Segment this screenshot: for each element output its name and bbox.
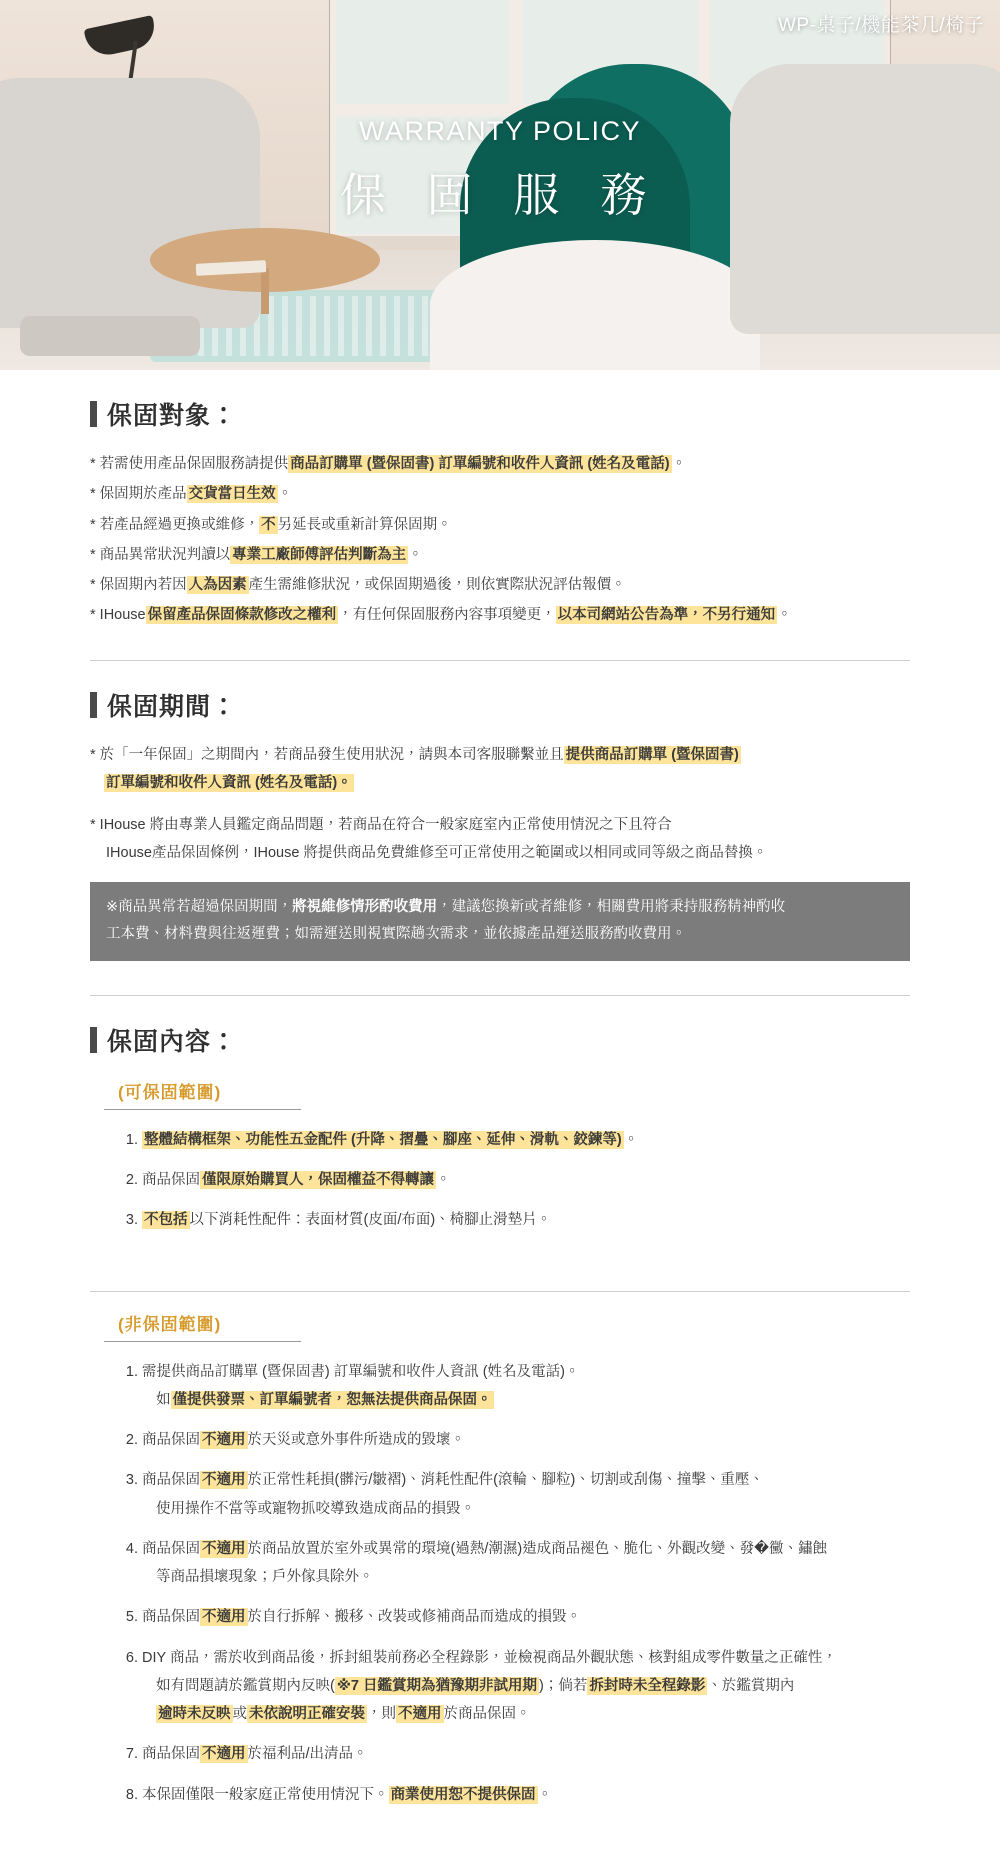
divider — [90, 1291, 910, 1292]
highlighted-text: 提供商品訂購單 (暨保固書) — [565, 746, 739, 763]
text-run: DIY 商品，需於收到商品後，拆封組裝前務必全程錄影，並檢視商品外觀狀態、核對組成零件數量之正確性， — [142, 1649, 837, 1666]
armchair-right — [730, 64, 1000, 334]
policy-line — [90, 480, 910, 508]
excluded-list — [90, 1358, 910, 1809]
list-item — [142, 1126, 910, 1154]
section-warranty-subject — [0, 370, 1000, 642]
text-run: 於福利品/出清品。 — [247, 1746, 368, 1763]
text-run: 或 — [232, 1706, 247, 1723]
highlighted-text: 不包括 — [144, 1212, 188, 1229]
list-item — [142, 1358, 910, 1415]
list-item — [142, 1535, 910, 1592]
policy-line — [90, 511, 910, 539]
heading-bar-icon — [90, 401, 97, 427]
highlighted-text: 不適用 — [202, 1472, 246, 1489]
highlighted-text: 僅提供發票、訂單編號者，恕無法提供商品保固。 — [172, 1391, 492, 1408]
text-run: 於商品保固。 — [443, 1706, 531, 1723]
text-run: 。 — [623, 1131, 639, 1148]
highlighted-text: 逾時未反映 — [158, 1706, 231, 1723]
heading-bar-icon — [90, 1027, 97, 1053]
highlighted-text: 以本司網站公告為準，不另行通知 — [557, 607, 776, 624]
text-run: 。 — [777, 607, 792, 624]
armchair-left — [0, 78, 260, 328]
list-item — [142, 1781, 910, 1809]
highlighted-text: 僅限原始購買人，保固權益不得轉讓 — [202, 1172, 434, 1189]
round-white-table — [430, 240, 760, 370]
section-warranty-coverage — [0, 996, 1000, 1831]
text-run: 使用操作不當等或寵物抓咬導致造成商品的損毀。 — [156, 1500, 475, 1517]
highlighted-text: 訂單編號和收件人資訊 (姓名及電話)。 — [106, 774, 352, 791]
text-run: ，則 — [367, 1706, 396, 1723]
highlighted-text: 不適用 — [202, 1609, 246, 1626]
section-heading-period — [90, 687, 910, 723]
text-run: 。 — [671, 456, 687, 472]
highlighted-text: 專業工廠師傅評估判斷為主 — [232, 546, 407, 563]
text-run: * 保固期內若因 — [90, 577, 187, 594]
text-run: 。 — [537, 1786, 552, 1803]
spacer — [90, 1247, 910, 1273]
highlighted-text: 拆封時未全程錄影 — [589, 1677, 706, 1694]
list-item — [142, 1206, 910, 1234]
list-item — [142, 1466, 910, 1523]
highlighted-text: 商品訂購單 (暨保固書) 訂單編號和收件人資訊 (姓名及電話) — [290, 456, 670, 472]
period-paragraph-1 — [90, 741, 910, 798]
highlighted-text: 保留產品保固條款修改之權利 — [147, 607, 337, 624]
sub-label-excluded: (非保固範圍) — [104, 1310, 301, 1342]
hero-banner — [0, 0, 1000, 370]
text-run: 將視維修情形酌收費用 — [292, 898, 438, 915]
text-run: 、於鑑賞期內 — [707, 1677, 795, 1694]
policy-line — [90, 541, 910, 569]
text-run: 本保固僅限一般家庭正常使用情況下。 — [142, 1786, 389, 1803]
text-run: 。 — [408, 546, 423, 563]
highlighted-text: 交貨當日生效 — [188, 486, 276, 503]
text-run: * IHouse — [90, 607, 146, 624]
list-item — [142, 1426, 910, 1454]
text-run: 如有問題請於鑑賞期內反映( — [156, 1677, 335, 1694]
list-item — [142, 1166, 910, 1194]
text-run: 商品保固 — [142, 1609, 200, 1626]
section-heading-subject — [90, 396, 910, 432]
highlighted-text: 商業使用恕不提供保固 — [390, 1786, 536, 1803]
text-run: 商品保固 — [142, 1472, 200, 1489]
text-run: ，有任何保固服務內容事項變更， — [338, 607, 556, 624]
subject-line-list — [90, 450, 910, 630]
section-heading-text: 保固內容： — [107, 1027, 238, 1056]
section-heading-text: 保固期間： — [107, 692, 238, 721]
highlighted-text: 人為因素 — [188, 577, 247, 594]
text-run: 需提供商品訂購單 (暨保固書) 訂單編號和收件人資訊 (姓名及電話)。 — [142, 1363, 580, 1380]
text-run: 於天災或意外事件所造成的毀壞。 — [247, 1432, 465, 1449]
period-paragraph-2-line-2: IHouse產品保固條例，IHouse 將提供商品免費維修至可正常使用之範圍或以相同或同等級之商品替換。 — [106, 845, 768, 862]
text-run: )；倘若 — [539, 1677, 588, 1694]
policy-line — [90, 571, 910, 599]
highlighted-text: ※7 日鑑賞期為猶豫期非試用期 — [336, 1677, 538, 1694]
text-run: * 若需使用產品保固服務請提供 — [90, 456, 289, 472]
text-run: 於自行拆解、搬移、改裝或修補商品而造成的損毀。 — [247, 1609, 581, 1626]
text-run: * 保固期於產品 — [90, 486, 187, 503]
text-run: 於商品放置於室外或異常的環境(過熱/潮濕)造成商品褪色、脆化、外觀改變、發�黴、鏽蝕 — [247, 1540, 828, 1557]
policy-line — [90, 450, 910, 478]
list-item — [142, 1644, 910, 1729]
sub-label-included: (可保固範圍) — [104, 1078, 301, 1110]
period-paragraph-2 — [90, 811, 910, 868]
text-run: 商品保固 — [142, 1172, 200, 1189]
section-heading-coverage — [90, 1022, 910, 1058]
text-run: 等商品損壞現象；戶外傢具除外。 — [156, 1569, 374, 1586]
text-run: 商品保固 — [142, 1540, 200, 1557]
list-item — [142, 1740, 910, 1768]
text-run: 另延長或重新計算保固期。 — [277, 516, 452, 533]
text-run: ，建議您換新或者維修，相關費用將秉持服務精神酌收 — [437, 898, 786, 915]
policy-line — [90, 601, 910, 629]
period-paragraph-2-line-1: * IHouse 將由專業人員鑑定商品問題，若商品在符合一般家庭室內正常使用情況之下且符合 — [90, 817, 672, 834]
section-warranty-period — [0, 661, 1000, 977]
section-heading-text: 保固對象： — [107, 402, 238, 430]
highlighted-text: 不適用 — [398, 1706, 442, 1723]
text-run: 。 — [277, 486, 293, 503]
hero-title-en: WARRANTY POLICY — [358, 116, 642, 146]
list-item — [142, 1603, 910, 1631]
hero-title-zh: 保 固 服 務 — [339, 169, 661, 221]
text-run: 產生需維修狀況，或保固期過後，則依實際狀況評估報價。 — [248, 577, 626, 594]
text-run: 。 — [436, 1172, 451, 1189]
text-run: 商品保固 — [142, 1432, 200, 1449]
text-run: 如 — [156, 1391, 171, 1408]
highlighted-text: 不適用 — [202, 1432, 246, 1449]
text-run: 商品保固 — [142, 1746, 200, 1763]
highlighted-text: 未依說明正確安裝 — [249, 1706, 365, 1723]
highlighted-text: 整體結構框架、功能性五金配件 (升降、摺疊、腳座、延伸、滑軌、鉸鍊等) — [144, 1131, 622, 1148]
window-pane — [330, 0, 516, 110]
highlighted-text: 不適用 — [202, 1540, 246, 1557]
text-run: ※商品異常若超過保固期間， — [106, 898, 293, 915]
text-run: 於正常性耗損(髒污/皺褶)、消耗性配件(滾輪、腳粒)、切割或刮傷、撞擊、重壓、 — [247, 1472, 764, 1489]
period-notice-box — [90, 882, 910, 961]
product-code-tag: WP-桌子/機能茶几/椅子 — [778, 15, 984, 36]
included-list — [90, 1126, 910, 1235]
text-run: * 若產品經過更換或維修， — [90, 516, 260, 533]
text-run: * 商品異常狀況判讀以 — [90, 546, 231, 563]
text-run: * 於「一年保固」之期間內，若商品發生使用狀況，請與本司客服聯繫並且 — [90, 746, 564, 763]
text-run: 工本費、材料費與往返運費；如需運送則視實際趟次需求，並依據產品運送服務酌收費用。 — [106, 926, 686, 943]
text-run: 以下消耗性配件：表面材質(皮面/布面)、椅腳止滑墊片。 — [189, 1212, 552, 1229]
highlighted-text: 不適用 — [202, 1746, 246, 1763]
heading-bar-icon — [90, 692, 97, 718]
highlighted-text: 不 — [261, 516, 276, 533]
policy-content — [0, 370, 1000, 1871]
